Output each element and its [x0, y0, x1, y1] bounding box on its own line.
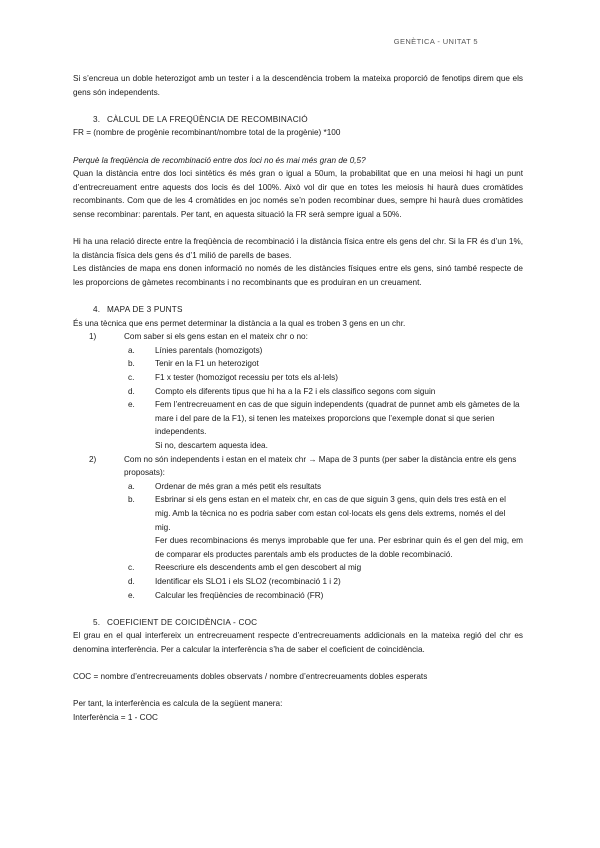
document-body — [73, 72, 523, 725]
list-item: e. Calcular les freqüències de recombinació (FR) — [128, 590, 324, 600]
section-3-heading: 3. CÀLCUL DE LA FREQÜÈNCIA DE RECOMBINACIÓ — [93, 114, 308, 124]
coc-formula: COC = nombre d’entrecreuaments dobles observats / nombre d’entrecreuaments dobles esperats — [73, 672, 428, 682]
section-4-heading: 4. MAPA DE 3 PUNTS — [93, 305, 183, 315]
list-item: b. Esbrinar si els gens estan en el mateix chr, en cas de que siguin 3 gens, quin dels tres està en el mig. Amb la tècnica no es podria saber com estan col·locats els gens dels extrems, només el del mig. — [128, 495, 506, 532]
list-item: 1) Com saber si els gens estan en el mateix chr o no: — [89, 332, 308, 342]
list-item: e. Fem l’entrecreuament en cas de que siguin independents (quadrat de punnet amb els gàmetes de la mare i del pare de la F1), si tenen les mateixes proporcions que l’exemple donat si que serien independents. — [128, 400, 520, 437]
list-item: c. Reescriure els descendents amb el gen descobert al mig — [128, 563, 362, 573]
intro-paragraph: Si s’encreua un doble heterozigot amb un tester i a la descendència trobem la mateixa proporció de fenotips direm que els gens són independents. — [73, 74, 523, 97]
section-5-paragraph-1: El grau en el qual interfereix un entrecreuament respecte d’entrecreuaments addicionals en la mateixa regió del chr es denomina interferència. Per a calcular la interferència s’ha de saber el coeficient de coincidència. — [73, 631, 523, 654]
section-4-intro: És una tècnica que ens permet determinar la distància a la qual es troben 3 gens en un chr. — [73, 318, 406, 328]
question-text: Perquè la freqüència de recombinació entre dos loci no és mai més gran de 0,5? — [73, 155, 366, 165]
section-3-paragraph-3: Les distàncies de mapa ens donen informació no només de les distàncies físiques entre els gens, sinó també respecte de les proporcions de gàmetes recombinants i no recombinants que es produiran en un creuament. — [73, 264, 523, 287]
fr-formula: FR = (nombre de progènie recombinant/nombre total de la progènie) *100 — [73, 128, 341, 138]
list-item: a. Línies parentals (homozigots) — [128, 345, 263, 355]
list-item: d. Compto els diferents tipus que hi ha a la F2 i els classifico segons com siguin — [128, 386, 436, 396]
list-continuation: Fer dues recombinacions és menys improbable que fer una. Per esbrinar quin és el gen del mig, em de comparar els productes parentals amb els productes de la doble recombinació. — [155, 536, 523, 559]
page-header: GENÈTICA - UNITAT 5 — [393, 37, 478, 46]
section-5-heading: 5. COEFICIENT DE COICIDÈNCIA - COC — [93, 617, 258, 627]
list-item: a. Ordenar de més gran a més petit els resultats — [128, 481, 322, 491]
section-3-paragraph-1: Quan la distància entre dos loci sintètics és més gran o igual a 50um, la probabilitat que en una meiosi hi hagi un punt d’entrecreuament entre aquests dos locis és del 100%. Això vol dir que en totes les meiosis hi haurà dues cromàtides recombinants. Com que de les 4 cromàtides en joc només se’n poden recombinar dues, sempre hi haurà dues cromàtides sense recombinar: parentals. Per tant, en aquesta situació la FR serà sempre igual a 50%. — [73, 169, 523, 219]
list-continuation: Si no, descartem aquesta idea. — [155, 441, 268, 451]
list-item: c. F1 x tester (homozigot recessiu per tots els al·lels) — [128, 373, 338, 383]
section-5-paragraph-2: Per tant, la interferència es calcula de la següent manera: — [73, 699, 283, 709]
list-item: b. Tenir en la F1 un heterozigot — [128, 359, 259, 369]
section-3-paragraph-2: Hi ha una relació directe entre la freqüència de recombinació i la distància física entre els gens del chr. Si la FR és d’un 1%, la distància física dels gens és d’1 milió de parells de bases. — [73, 237, 523, 260]
interference-formula: Interferència = 1 - COC — [73, 712, 158, 722]
list-item: d. Identificar els SLO1 i els SLO2 (recombinació 1 i 2) — [128, 576, 341, 586]
list-item: 2) Com no són independents i estan en el mateix chr → Mapa de 3 punts (per saber la distància entre els gens proposats): — [89, 454, 517, 478]
